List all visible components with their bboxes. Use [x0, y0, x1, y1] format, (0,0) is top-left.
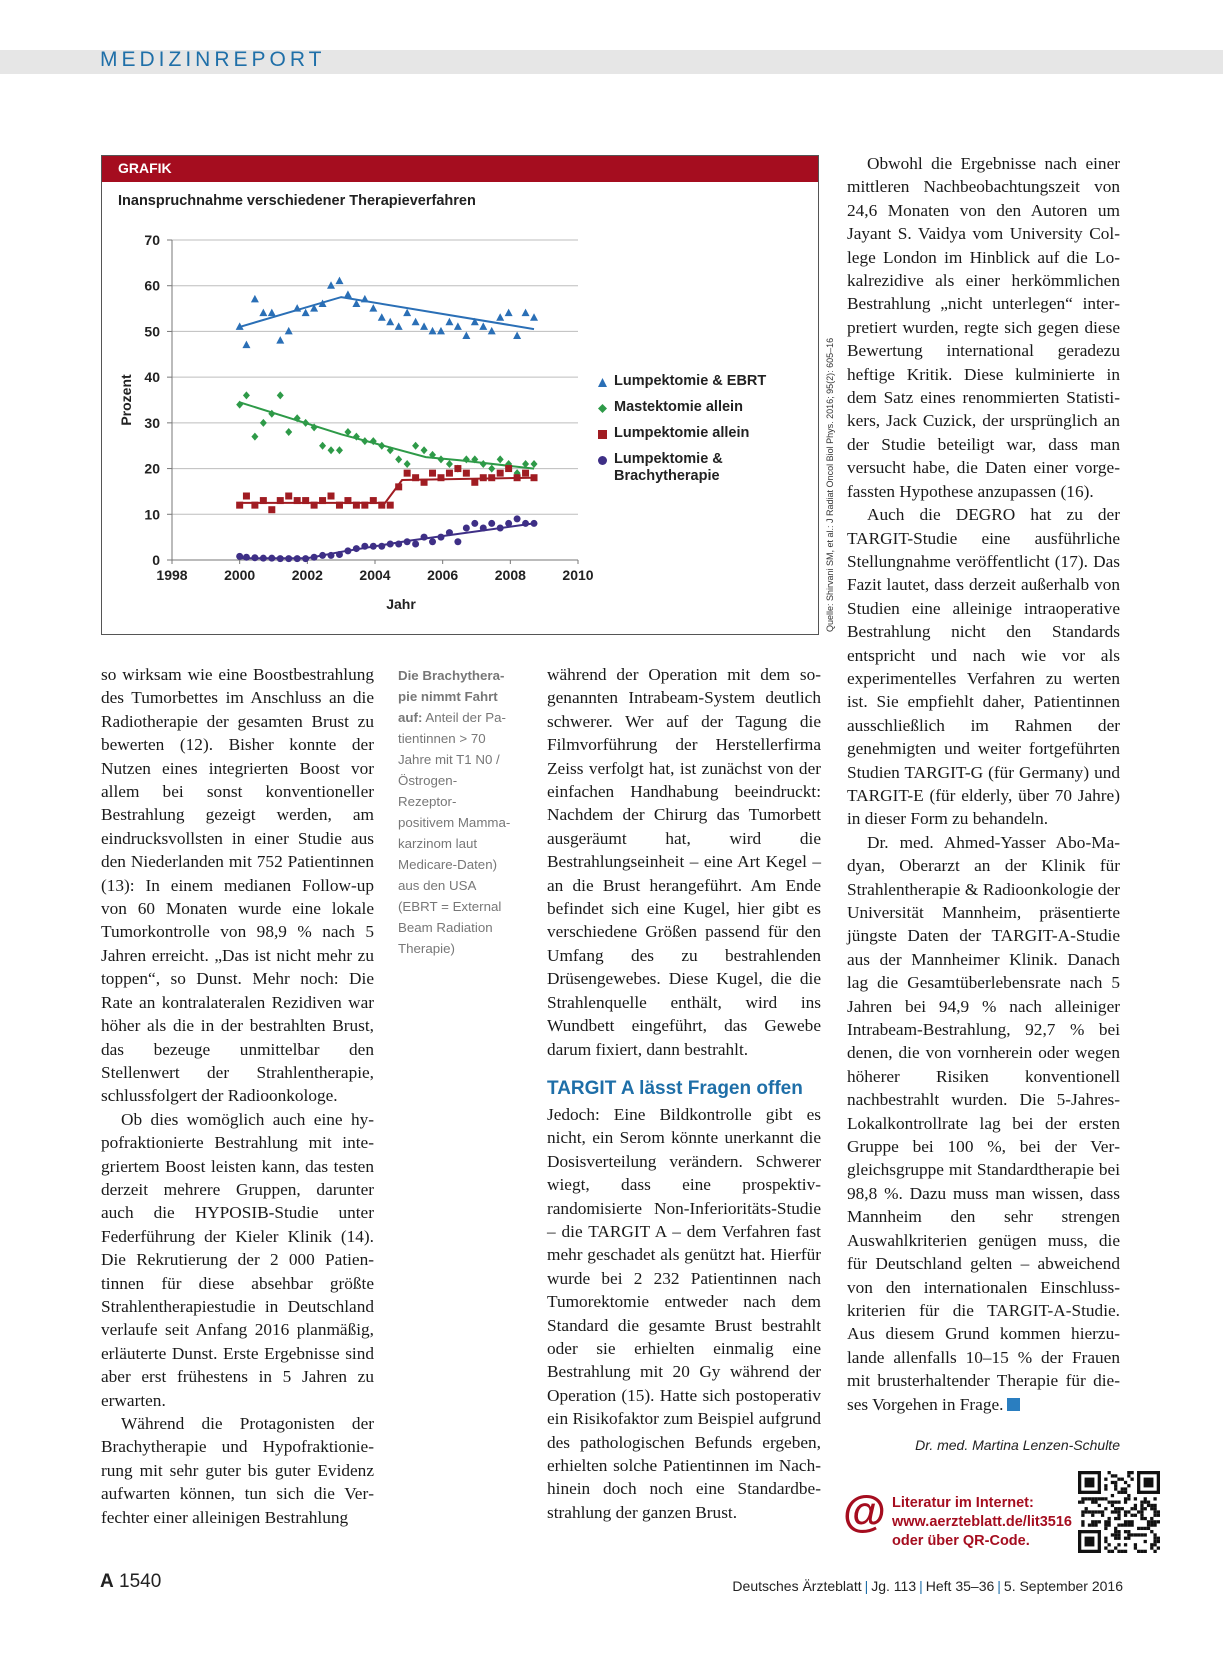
paragraph: Während die Protagonisten der Brachytherapie und Hypofraktionierung mit sehr guter bis guter Evidenz aufwarten können, tun sich die Verfechter einer alleinigen Bestrahlung	[101, 1414, 374, 1527]
y-axis-title: Prozent	[118, 374, 134, 426]
x-tick-label: 2006	[427, 567, 459, 583]
article-end-icon	[1007, 1398, 1020, 1411]
paragraph	[847, 831, 1120, 1416]
legend-item	[598, 399, 808, 416]
legend-label: Lumpektomie allein	[614, 425, 750, 441]
circle-marker-icon	[598, 456, 607, 465]
y-tick-label: 50	[144, 323, 160, 340]
journal-name: Deutsches Ärzteblatt	[732, 1578, 862, 1594]
section-label: MEDIZINREPORT	[100, 48, 326, 71]
text-column-1	[101, 663, 374, 1529]
x-tick-label: 2008	[494, 567, 526, 583]
y-tick-label: 30	[144, 414, 160, 431]
paragraph: Auch die DEGRO hat zu der TARGIT-Studie eine ausführliche Stellungnahme veröffentlicht (17). Das Fazit lautet, dass derzeit außerhalb von Studien eine alleinige intraoperative Bestrahlung nicht den Standards entspricht und nach wie vor als experimentelles Verfahren zu werten ist. Sie empfiehlt daher, Patientinnen ausschließlich im Rahmen der genehmigten und weiter fortgeführten Studien TARGIT-G (für Germany) und TARGIT-E (für elderly, über 70 Jahre) in dieser Form zu behandeln.	[847, 505, 1120, 829]
triangle-marker-icon	[598, 378, 607, 387]
legend-label: Lumpektomie & Brachytherapie	[614, 451, 723, 484]
literature-note	[892, 1494, 1072, 1551]
qr-code-icon[interactable]	[1078, 1471, 1160, 1553]
literature-link[interactable]: www.aerzteblatt.de/lit3516	[892, 1514, 1072, 1530]
page-number-value: 1540	[119, 1571, 162, 1592]
x-tick-label: 2010	[562, 567, 594, 583]
paragraph: Obwohl die Ergebnisse nach einer mittleren Nachbeobachtungszeit von 24,6 Monaten von den Autoren um Jayant S. Vaidya vom University College London im Hinblick auf die Lokalrezidive als einer herkömmlichen Bestrahlung „nicht unterlegen“ interpretiert wurden, regte sich gegen diese Bewertung international geradezu heftige Kritik. Diese kulminierte in dem Satz eines renommierten Statistikers, Jack Cuzick, der ursprünglich an der Studie beteiligt war, dass man versucht habe, die Daten einer vorgefassten Hypothese anzupassen (16).	[847, 154, 1120, 501]
journal-volume: Jg. 113	[871, 1578, 917, 1594]
page-prefix: A	[100, 1571, 114, 1592]
figure-label: GRAFIK	[102, 156, 818, 182]
square-marker-icon	[598, 430, 607, 439]
y-tick-label: 70	[144, 232, 160, 248]
y-tick-label: 0	[152, 552, 160, 568]
legend-item	[598, 373, 808, 390]
text-column-2	[547, 663, 821, 1524]
separator: |	[997, 1578, 1001, 1594]
page-number	[100, 1571, 161, 1593]
figure-title: Inanspruchnahme verschiedener Therapieverfahren	[118, 193, 476, 209]
y-tick-label: 60	[144, 277, 160, 294]
journal-footer	[732, 1578, 1123, 1594]
x-axis-title: Jahr	[386, 596, 416, 612]
x-tick-label: 2002	[291, 567, 323, 583]
journal-issue: Heft 35–36	[925, 1578, 995, 1594]
paragraph: so wirksam wie eine Boostbestrahlung des Tumorbettes im Anschluss an die Radiotherapie der gesamten Brust zu bewerten (12). Bisher konnte der Nutzen eines integrierten Boost vor allem bei sonst konventioneller Bestrahlung gezeigt werden, am eindrucksvollsten in einer Studie aus den Niederlanden mit 752 Patientinnen (13): In einem medianen Follow-up von 60 Monaten wurde eine lokale Tumorkontrolle von 98,9 % nach 5 Jahren erreicht. „Das ist nicht mehr zu toppen“, so Dunst. Mehr noch: Die Rate an kontralateralen Rezidiven war höher als die in der bestrahlten Brust, das bezeuge unmittelbar den Stellenwert der Strahlentherapie, schlussfolgert der Radioonkologe.	[101, 665, 374, 1106]
x-tick-label: 2000	[224, 567, 256, 583]
legend-label: Mastektomie allein	[614, 399, 743, 415]
legend-item	[598, 425, 808, 442]
paragraph: Ob dies womöglich auch eine hypofraktionierte Bestrahlung mit integriertem Boost leisten kann, das testen derzeit mehrere Gruppen, darunter auch die HYPOSIB-Studie unter Federführung der Kieler Klinik (14). Die Rekrutierung der 2 000 Patientinnen für diese absehbar größte Strahlentherapiestudie in Deutschland verlaufe seit Anfang 2016 planmäßig, erläuterte Dunst. Erste Ergebnisse sind aber erst frühestens in 5 Jahren zu erwarten.	[101, 1109, 374, 1410]
y-tick-label: 40	[144, 369, 160, 386]
text-column-3	[847, 152, 1120, 1416]
literature-qr-hint: oder über QR-Code.	[892, 1533, 1030, 1549]
figure-caption	[398, 665, 511, 959]
separator: |	[864, 1578, 869, 1594]
legend-label: Lumpektomie & EBRT	[614, 373, 767, 389]
y-tick-label: 10	[144, 506, 160, 523]
article-author: Dr. med. Martina Lenzen-Schulte	[915, 1437, 1120, 1453]
separator: |	[919, 1578, 923, 1594]
journal-date: 5. September 2016	[1003, 1578, 1123, 1594]
paragraph: während der Operation mit dem sogenannten Intrabeam-System deutlich schwerer. Wer auf der Tagung die Filmvorführung der Herstellerfirma Zeiss verfolgt hat, ist zunächst von der einfachen Handhabung beeindruckt: Nachdem der Chirurg das Tumorbett ausgeräumt hat, wird die Bestrahlungseinheit – eine Art Kegel – an die Brust herangeführt. Am Ende befindet sich eine Kugel, hier gibt es verschiedene Größen passend für den Umfang des zu bestrahlenden Drüsengewebes. Diese Kugel, die die Strahlenquelle enthält, wird ins Wundbett eingeführt, das Gewebe darum fixiert, dann bestrahlt.	[547, 665, 821, 1059]
caption-text: Anteil der Patientinnen > 70 Jahre mit T1 N0 / Östrogen-Rezeptor-positivem Mammakarzinom laut Medicare-Daten) aus den USA (EBRT = External Beam Radiation Therapie)	[398, 710, 511, 956]
legend-item	[598, 451, 808, 485]
y-tick-label: 20	[144, 460, 160, 477]
at-icon: @	[843, 1487, 886, 1536]
paragraph-text: Dr. med. Ahmed-Yasser Abo-Madyan, Oberarzt an der Klinik für Strahlentherapie & Radioonkologie der Universität Mannheim, präsentierte jüngste Daten der TARGIT-A-Studie aus der Mannheimer Klinik. Danach lag die Gesamtüberlebensrate nach 5 Jahren bei 94,9 % nach alleiniger Intrabeam-Bestrahlung, 92,7 % bei denen, die von vornherein oder wegen höherer Risiken konventionell nachbestrahlt wurden. Die 5-Jahres-Lokalkontrollrate lag bei der ersten Gruppe bei 100 %, bei der Vergleichsgruppe mit Standardtherapie bei 98,8 %. Dazu muss man wissen, dass Mannheim den sehr strengen Auswahlkriterien genügen muss, die für Deutschland gelten – abweichend von den internationalen Einschlusskriterien für die TARGIT-A-Studie. Aus diesem Grund kommen hierzulande allenfalls 10–15 % der Frauen mit brusterhaltender Therapie für dieses Vorgehen in Frage.	[847, 832, 1120, 1414]
x-tick-label: 2004	[359, 567, 391, 583]
literature-heading: Literatur im Internet:	[892, 1495, 1034, 1511]
paragraph: Jedoch: Eine Bildkontrolle gibt es nicht, ein Serom könnte unerkannt die Dosisverteilung verändern. Schwerer wiegt, dass eine prospektiv-randomisierte Non-Inferioritäts-Studie – die TARGIT A – dem Verfahren fast mehr geschadet als genützt hat. Hierfür wurde bei 2 232 Patientinnen nach Tumorektomie entweder nach dem Standard die gesamte Brust bestrahlt oder sie erhielten einmalig eine Bestrahlung mit 20 Gy während der Operation (15). Hatte sich postoperativ ein Risikofaktor zum Beispiel aufgrund des pathologischen Befunds ergeben, erhielten solche Patientinnen im Nachhinein doch noch eine Standardbestrahlung der ganzen Brust.	[547, 1104, 821, 1522]
chart-legend	[598, 373, 808, 494]
diamond-marker-icon	[598, 404, 607, 413]
caption-lead: Die Brachytherapie nimmt Fahrt auf:	[398, 668, 505, 725]
section-subheading: TARGIT A lässt Fragen offen	[547, 1077, 803, 1099]
x-tick-label: 1998	[156, 567, 188, 583]
figure-source: Quelle: Shirvani SM, et al.: J Radiat Oncol Biol Phys. 2016; 95(2): 605–16	[825, 337, 835, 632]
